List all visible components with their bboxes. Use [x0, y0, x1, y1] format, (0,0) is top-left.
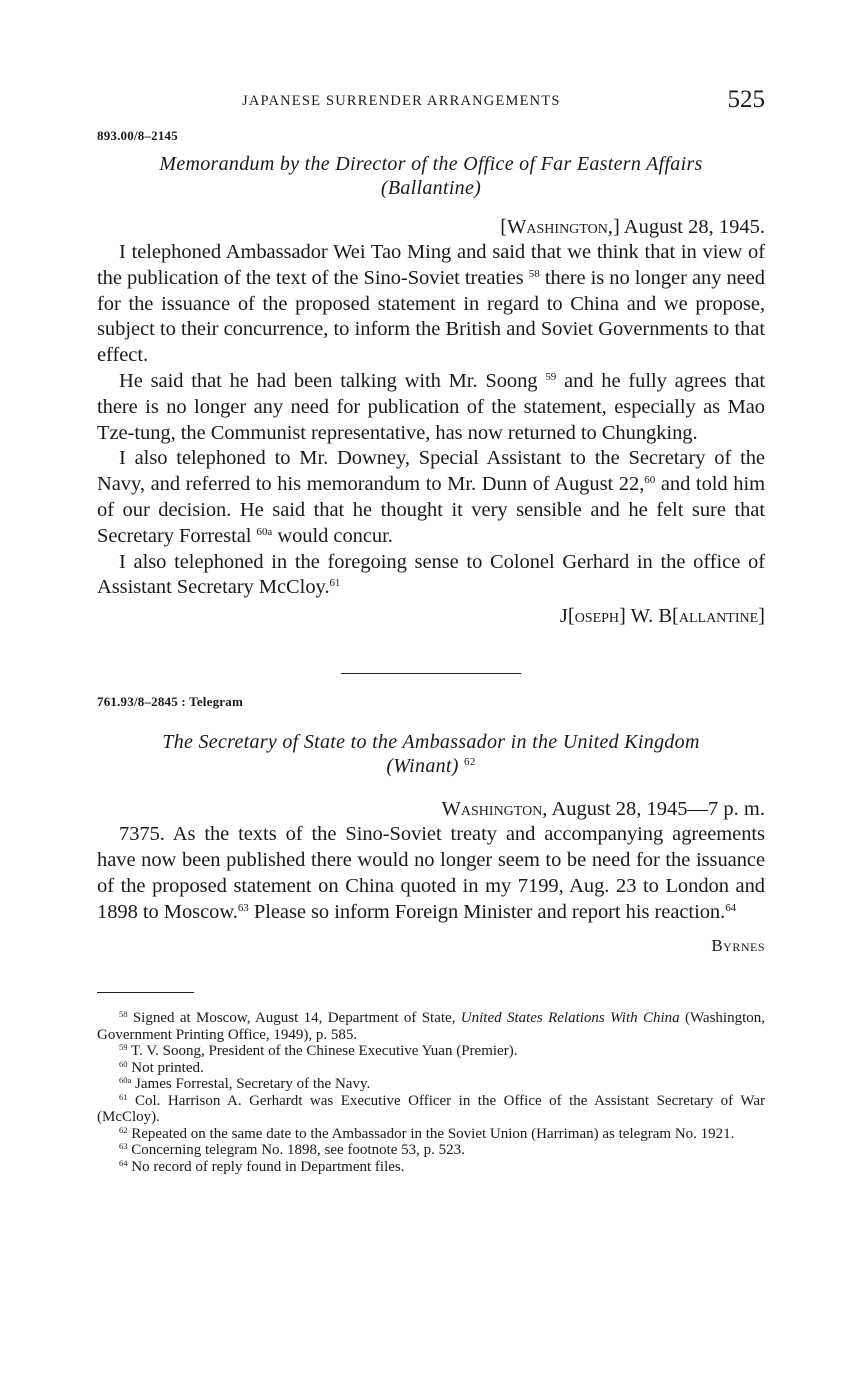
- footnote-text: Not printed.: [131, 1059, 204, 1076]
- footnote-text: Col. Harrison A. Gerhardt was Executive Officer in the Office of the Assistant Secretary of War (McCloy).: [97, 1092, 765, 1126]
- page-number: 525: [727, 86, 765, 113]
- document-title: [97, 152, 765, 200]
- footnote: [97, 1093, 765, 1126]
- footnote: [97, 1043, 765, 1060]
- footnote-text: T. V. Soong, President of the Chinese Executive Yuan (Premier).: [130, 1043, 518, 1060]
- signature-part: ]: [758, 605, 765, 628]
- paragraph-text: there is no longer any need for the issuance of the proposed statement in regard to China and we propose, subject to their concurrence, to inform the British and Soviet Governments to that effect.: [97, 266, 766, 367]
- signature-part: allantine: [678, 605, 759, 628]
- footnote-ref: 62: [464, 756, 476, 769]
- dateline-place: Washington,: [441, 798, 548, 821]
- document-title-line: [97, 754, 765, 778]
- paragraph-text: I telephoned Ambassador Wei Tao Ming and said that we think that in view of the publication of the text of the Sino-Soviet treaties: [97, 241, 765, 289]
- paragraph: [97, 369, 765, 446]
- footnote-text: (Washington, Government Printing Office, 1949), p. 585.: [97, 1010, 765, 1043]
- document-title-line: The Secretary of State to the Ambassador in the United Kingdom: [162, 731, 700, 754]
- dateline-date: August 28, 1945.: [623, 216, 765, 238]
- file-number: 761.93/8–2845 : Telegram: [97, 694, 243, 710]
- paragraph-text: and he fully agrees that there is no longer any need for publication of the statement, especially as Mao Tze-tung, the Communist representative, has now returned to Chungking.: [97, 369, 766, 444]
- document-page: [97, 84, 765, 1175]
- paragraph-text: 7375. As the texts of the Sino-Soviet treaty and accompanying agreements have now been published there would no longer seem to be need for the issuance of the proposed statement on China quoted in my 7199, Aug. 23 to London and 1898 to Moscow.: [97, 823, 765, 923]
- footnote-text: Repeated on the same date to the Ambassador in the Soviet Union (Harriman) as telegram No. 1921.: [131, 1125, 735, 1142]
- file-number: 893.00/8–2145: [97, 128, 178, 143]
- footnote: [97, 1126, 765, 1143]
- footnote-ref: 63: [237, 901, 249, 914]
- footnote-mark: 61: [119, 1091, 128, 1102]
- document-title: [97, 730, 765, 778]
- footnote: [97, 1159, 765, 1176]
- footnote-mark: 62: [119, 1124, 128, 1135]
- footnote-ref: 61: [329, 577, 341, 590]
- section-divider: [341, 673, 521, 674]
- footnote-ref: 59: [545, 370, 557, 383]
- paragraph-text: I also telephoned in the foregoing sense to Colonel Gerhard in the office of Assistant Secretary McCloy.: [97, 550, 765, 599]
- document-title-line: Memorandum by the Director of the Office of Far Eastern Affairs: [159, 153, 703, 175]
- footnote: [97, 1076, 765, 1093]
- footnote-text: James Forrestal, Secretary of the Navy.: [135, 1076, 371, 1093]
- footnote-mark: 60: [119, 1058, 128, 1069]
- paragraph: [97, 446, 765, 549]
- footnote-divider: [97, 992, 194, 993]
- footnote-ref: 64: [725, 901, 737, 914]
- running-title: JAPANESE SURRENDER ARRANGEMENTS: [242, 93, 561, 109]
- signature-part: ] W. B[: [619, 605, 679, 628]
- footnote-mark: 60a: [119, 1075, 132, 1086]
- paragraph: [97, 240, 765, 369]
- footnote-mark: 64: [119, 1157, 128, 1168]
- footnote: [97, 1142, 765, 1159]
- paragraph: [97, 822, 765, 925]
- paragraph: [97, 550, 765, 602]
- document-title-name: (Winant): [386, 755, 459, 778]
- footnote-ref: 58: [528, 267, 540, 280]
- footnote-text: Concerning telegram No. 1898, see footnote 53, p. 523.: [131, 1142, 465, 1159]
- footnote-mark: 58: [119, 1009, 128, 1020]
- paragraph-text: He said that he had been talking with Mr. Soong: [119, 369, 538, 392]
- footnote-mark: 59: [119, 1042, 128, 1053]
- dateline-place: Washington,: [507, 216, 613, 238]
- footnote: [97, 1060, 765, 1077]
- footnote-italic: United States Relations With China: [460, 1010, 680, 1027]
- footnote: [97, 1010, 765, 1043]
- footnotes: [97, 1010, 765, 1175]
- dateline-date: August 28, 1945—7 p. m.: [551, 798, 765, 821]
- signature-part: J[: [559, 605, 575, 628]
- dateline: [97, 796, 765, 822]
- paragraph-text: and told him of our decision. He said that he thought it very sensible and he felt sure that Secretary Forrestal: [97, 473, 765, 547]
- footnote-ref: 60: [644, 474, 656, 487]
- paragraph-text: Please so inform Foreign Minister and report his reaction.: [253, 900, 726, 923]
- signature: [97, 603, 765, 629]
- footnote-mark: 63: [119, 1141, 128, 1152]
- running-head: [97, 84, 765, 120]
- footnote-text: Signed at Moscow, August 14, Department of State,: [132, 1010, 461, 1027]
- paragraph-text: would concur.: [277, 524, 393, 547]
- signature: Byrnes: [711, 936, 765, 956]
- document-title-line: (Ballantine): [380, 177, 482, 199]
- paragraph-text: I also telephoned to Mr. Downey, Special Assistant to the Secretary of the Navy, and referred to his memorandum to Mr. Dunn of August 22,: [97, 447, 765, 496]
- footnote-ref: 60a: [256, 525, 273, 538]
- signature-part: oseph: [574, 605, 620, 628]
- dateline: [Washington,] August 28, 1945.: [500, 216, 765, 238]
- footnote-text: No record of reply found in Department files.: [131, 1158, 405, 1175]
